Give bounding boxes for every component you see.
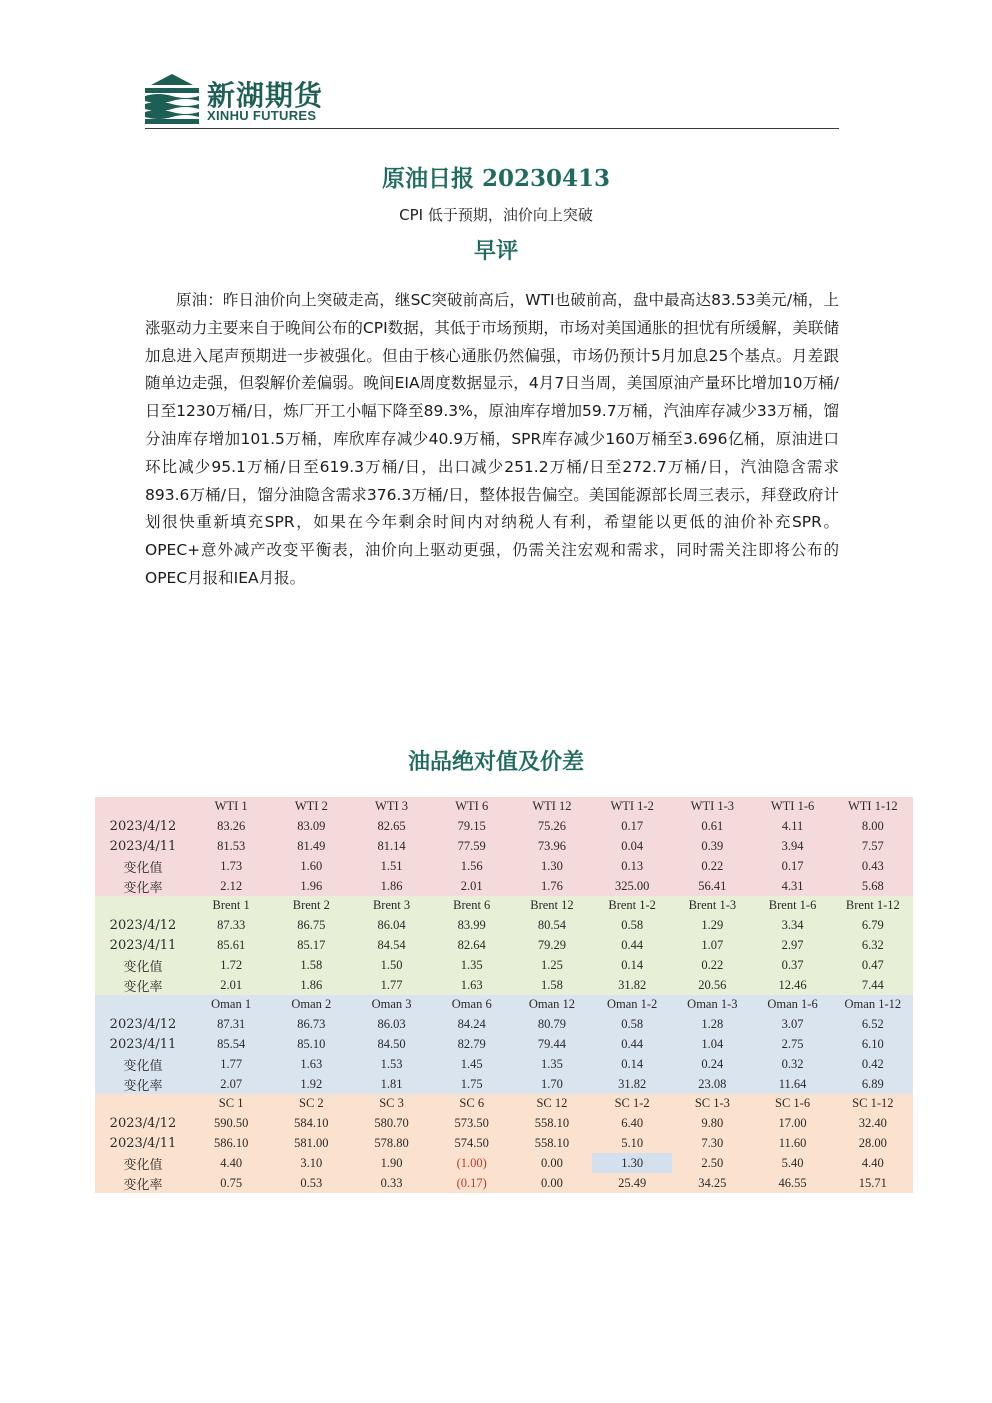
- wave-bars-logo-icon: [145, 72, 199, 124]
- table-cell: 0.00: [512, 1173, 592, 1193]
- table-cell: 0.39: [672, 837, 752, 857]
- column-header: Brent 3: [351, 896, 431, 916]
- table-cell: 0.14: [592, 1054, 672, 1074]
- table-cell: 1.86: [351, 876, 431, 896]
- table-row: [95, 817, 913, 837]
- column-header: Brent 1-6: [752, 896, 832, 916]
- table-cell: 0.33: [351, 1173, 431, 1193]
- table-cell: (0.17): [432, 1173, 512, 1193]
- table-cell: 1.45: [432, 1054, 512, 1074]
- table-cell: 7.44: [833, 975, 913, 995]
- table-row: [95, 936, 913, 956]
- table-cell: 2.12: [191, 876, 271, 896]
- table-cell: 1.28: [672, 1015, 752, 1035]
- table-cell: 77.59: [432, 837, 512, 857]
- table-cell: 2.01: [432, 876, 512, 896]
- table-cell: 1.60: [271, 856, 351, 876]
- row-label: 变化率: [95, 1173, 191, 1193]
- table-cell: 3.34: [752, 916, 832, 936]
- table-cell: 1.70: [512, 1074, 592, 1094]
- table-cell: 0.44: [592, 1035, 672, 1055]
- table-cell: 0.13: [592, 856, 672, 876]
- table-cell: 1.77: [351, 975, 431, 995]
- table-cell: 4.40: [191, 1153, 271, 1173]
- table-cell: 1.73: [191, 856, 271, 876]
- brand-name-en: XINHU FUTURES: [207, 108, 317, 123]
- table-cell: 1.81: [351, 1074, 431, 1094]
- table-header-row-oman: [95, 995, 913, 1015]
- row-label: 变化率: [95, 975, 191, 995]
- table-cell: 31.82: [592, 975, 672, 995]
- brand-name-cn: 新湖期货: [207, 79, 324, 112]
- row-label: 2023/4/11: [95, 936, 191, 956]
- table-row: [95, 916, 913, 936]
- table-cell: 85.54: [191, 1035, 271, 1055]
- table-cell: 1.07: [672, 936, 752, 956]
- table-header-corner: [95, 995, 191, 1015]
- row-label: 变化值: [95, 1054, 191, 1074]
- table-cell: 0.14: [592, 955, 672, 975]
- column-header: SC 1-12: [833, 1094, 913, 1114]
- table-cell: 80.54: [512, 916, 592, 936]
- table-cell: 0.47: [833, 955, 913, 975]
- column-header: Brent 1-2: [592, 896, 672, 916]
- table-cell: 7.30: [672, 1134, 752, 1154]
- table-cell: 11.60: [752, 1134, 832, 1154]
- table-cell: 32.40: [833, 1114, 913, 1134]
- column-header: WTI 3: [351, 797, 431, 817]
- column-header: SC 1: [191, 1094, 271, 1114]
- table-cell: 79.29: [512, 936, 592, 956]
- table-cell: 581.00: [271, 1134, 351, 1154]
- table-header-row-wti: [95, 797, 913, 817]
- table-cell: 0.42: [833, 1054, 913, 1074]
- header-divider: [145, 128, 839, 129]
- column-header: Oman 1-12: [833, 995, 913, 1015]
- column-header: Brent 1-12: [833, 896, 913, 916]
- table-cell: 1.35: [432, 955, 512, 975]
- table-cell: 1.35: [512, 1054, 592, 1074]
- table-cell: 0.17: [592, 817, 672, 837]
- table-cell: 46.55: [752, 1173, 832, 1193]
- table-cell: 573.50: [432, 1114, 512, 1134]
- table-header-corner: [95, 896, 191, 916]
- table-header-row-brent: [95, 896, 913, 916]
- table-cell: 0.04: [592, 837, 672, 857]
- table-cell: 28.00: [833, 1134, 913, 1154]
- column-header: WTI 6: [432, 797, 512, 817]
- table-cell: 2.50: [672, 1153, 752, 1173]
- table-cell: 1.77: [191, 1054, 271, 1074]
- table-cell: 2.01: [191, 975, 271, 995]
- table-cell: 8.00: [833, 817, 913, 837]
- column-header: SC 1-3: [672, 1094, 752, 1114]
- table-cell: 580.70: [351, 1114, 431, 1134]
- table-cell: 1.58: [271, 955, 351, 975]
- table-cell: 9.80: [672, 1114, 752, 1134]
- table-cell: 1.30: [512, 856, 592, 876]
- row-label: 变化值: [95, 1153, 191, 1173]
- table-cell: 86.75: [271, 916, 351, 936]
- column-header: Oman 1-6: [752, 995, 832, 1015]
- table-cell: 558.10: [512, 1114, 592, 1134]
- table-cell: 83.09: [271, 817, 351, 837]
- table-cell: 1.96: [271, 876, 351, 896]
- table-cell: 0.58: [592, 1015, 672, 1035]
- table-cell: 574.50: [432, 1134, 512, 1154]
- table-row: [95, 955, 913, 975]
- row-label: 变化率: [95, 876, 191, 896]
- column-header: WTI 2: [271, 797, 351, 817]
- table-cell: 1.53: [351, 1054, 431, 1074]
- table-cell: 3.07: [752, 1015, 832, 1035]
- table-row: [95, 856, 913, 876]
- table-cell: 6.32: [833, 936, 913, 956]
- column-header: Brent 2: [271, 896, 351, 916]
- table-cell: 0.00: [512, 1153, 592, 1173]
- column-header: SC 12: [512, 1094, 592, 1114]
- table-cell: 86.73: [271, 1015, 351, 1035]
- table-cell: 80.79: [512, 1015, 592, 1035]
- report-header: [145, 70, 845, 130]
- table-cell: 1.72: [191, 955, 271, 975]
- table-cell: 1.92: [271, 1074, 351, 1094]
- column-header: Oman 2: [271, 995, 351, 1015]
- table-cell: 0.22: [672, 955, 752, 975]
- column-header: SC 1-6: [752, 1094, 832, 1114]
- table-cell: 0.32: [752, 1054, 832, 1074]
- column-header: Oman 3: [351, 995, 431, 1015]
- table-cell: 82.65: [351, 817, 431, 837]
- table-row: [95, 975, 913, 995]
- table-cell: 87.31: [191, 1015, 271, 1035]
- table-cell: 4.40: [833, 1153, 913, 1173]
- table-cell: 1.63: [432, 975, 512, 995]
- table-cell: 82.64: [432, 936, 512, 956]
- table-cell: 0.17: [752, 856, 832, 876]
- table-cell: 0.53: [271, 1173, 351, 1193]
- table-cell: 56.41: [672, 876, 752, 896]
- table-row: [95, 1035, 913, 1055]
- column-header: Oman 6: [432, 995, 512, 1015]
- column-header: Brent 1-3: [672, 896, 752, 916]
- table-cell: 1.04: [672, 1035, 752, 1055]
- table-row: [95, 837, 913, 857]
- row-label: 2023/4/12: [95, 817, 191, 837]
- table-row: [95, 876, 913, 896]
- table-header-corner: [95, 797, 191, 817]
- table-cell: 6.40: [592, 1114, 672, 1134]
- row-label: 变化率: [95, 1074, 191, 1094]
- table-cell: 586.10: [191, 1134, 271, 1154]
- table-cell: 31.82: [592, 1074, 672, 1094]
- report-subtitle: CPI 低于预期，油价向上突破: [399, 206, 593, 224]
- column-header: Oman 12: [512, 995, 592, 1015]
- column-header: Oman 1: [191, 995, 271, 1015]
- column-header: Brent 12: [512, 896, 592, 916]
- table-cell: 584.10: [271, 1114, 351, 1134]
- table-cell: 4.31: [752, 876, 832, 896]
- table-cell: 84.24: [432, 1015, 512, 1035]
- row-label: 变化值: [95, 856, 191, 876]
- column-header: WTI 1-6: [752, 797, 832, 817]
- table-cell: 6.10: [833, 1035, 913, 1055]
- table-cell: 34.25: [672, 1173, 752, 1193]
- oil-price-spread-table: [95, 797, 913, 1193]
- row-label: 2023/4/12: [95, 1114, 191, 1134]
- table-cell: 0.75: [191, 1173, 271, 1193]
- table-cell: 12.46: [752, 975, 832, 995]
- column-header: SC 1-2: [592, 1094, 672, 1114]
- table-row: [95, 1015, 913, 1035]
- table-cell: 3.10: [271, 1153, 351, 1173]
- table-cell: 7.57: [833, 837, 913, 857]
- table-cell: 17.00: [752, 1114, 832, 1134]
- table-cell: 2.97: [752, 936, 832, 956]
- table-header-row-sc: [95, 1094, 913, 1114]
- table-cell: 15.71: [833, 1173, 913, 1193]
- table-cell: 5.10: [592, 1134, 672, 1154]
- table-cell: 1.29: [672, 916, 752, 936]
- table-cell: 81.53: [191, 837, 271, 857]
- table-cell: 86.03: [351, 1015, 431, 1035]
- table-cell: 85.17: [271, 936, 351, 956]
- table-cell: 11.64: [752, 1074, 832, 1094]
- table-cell: 1.63: [271, 1054, 351, 1074]
- table-cell: (1.00): [432, 1153, 512, 1173]
- table-cell: 5.68: [833, 876, 913, 896]
- table-cell: 2.07: [191, 1074, 271, 1094]
- table-cell: 6.79: [833, 916, 913, 936]
- table-cell: 79.44: [512, 1035, 592, 1055]
- column-header: SC 2: [271, 1094, 351, 1114]
- table-cell: 83.26: [191, 817, 271, 837]
- report-title: 原油日报 20230413: [381, 165, 611, 192]
- table-cell: 4.11: [752, 817, 832, 837]
- table-cell: 0.61: [672, 817, 752, 837]
- table-cell: 84.54: [351, 936, 431, 956]
- column-header: Oman 1-3: [672, 995, 752, 1015]
- table-cell: 81.49: [271, 837, 351, 857]
- table-cell: 5.40: [752, 1153, 832, 1173]
- table-cell: 83.99: [432, 916, 512, 936]
- table-row: [95, 1153, 913, 1173]
- table-cell: 86.04: [351, 916, 431, 936]
- table-cell: 82.79: [432, 1035, 512, 1055]
- table-cell: 1.50: [351, 955, 431, 975]
- column-header: WTI 12: [512, 797, 592, 817]
- column-header: Brent 6: [432, 896, 512, 916]
- table-cell: 1.90: [351, 1153, 431, 1173]
- column-header: SC 6: [432, 1094, 512, 1114]
- table-cell: 81.14: [351, 837, 431, 857]
- table-cell: 1.51: [351, 856, 431, 876]
- table-cell: 79.15: [432, 817, 512, 837]
- column-header: SC 3: [351, 1094, 431, 1114]
- section-heading-review: 早评: [473, 238, 518, 264]
- row-label: 2023/4/11: [95, 1035, 191, 1055]
- row-label: 变化值: [95, 955, 191, 975]
- table-cell: 84.50: [351, 1035, 431, 1055]
- table-cell: 1.75: [432, 1074, 512, 1094]
- table-cell: 2.75: [752, 1035, 832, 1055]
- table-cell: 6.89: [833, 1074, 913, 1094]
- column-header: WTI 1-12: [833, 797, 913, 817]
- table-cell: 20.56: [672, 975, 752, 995]
- table-cell: 1.86: [271, 975, 351, 995]
- table-cell: 3.94: [752, 837, 832, 857]
- table-cell: 73.96: [512, 837, 592, 857]
- table-cell: 1.56: [432, 856, 512, 876]
- table-cell: 0.24: [672, 1054, 752, 1074]
- table-cell: 558.10: [512, 1134, 592, 1154]
- table-cell: 0.43: [833, 856, 913, 876]
- row-label: 2023/4/11: [95, 1134, 191, 1154]
- column-header: Oman 1-2: [592, 995, 672, 1015]
- table-cell: 590.50: [191, 1114, 271, 1134]
- column-header: Brent 1: [191, 896, 271, 916]
- table-cell: 1.76: [512, 876, 592, 896]
- table-cell: 87.33: [191, 916, 271, 936]
- section-heading-table: 油品绝对值及价差: [407, 749, 584, 775]
- table-cell: 0.44: [592, 936, 672, 956]
- column-header: WTI 1-3: [672, 797, 752, 817]
- row-label: 2023/4/11: [95, 837, 191, 857]
- review-paragraph: 原油：昨日油价向上突破走高，继SC突破前高后，WTI也破前高，盘中最高达83.53美元/桶，上涨驱动力主要来自于晚间公布的CPI数据，其低于市场预期，市场对美国通胀的担忧有所缓解，美联储加息进入尾声预期进一步被强化。但由于核心通胀仍然偏强，市场仍预计5月加息25个基点。月差跟随单边走强，但裂解价差偏弱。晚间EIA周度数据显示，4月7日当周，美国原油产量环比增加10万桶/日至1230万桶/日，炼厂开工小幅下降至89.3%，原油库存增加59.7万桶，汽油库存减少33万桶，馏分油库存增加101.5万桶，库欣库存减少40.9万桶，SPR库存减少160万桶至3.696亿桶，原油进口环比减少95.1万桶/日至619.3万桶/日，出口减少251.2万桶/日至272.7万桶/日，汽油隐含需求893.6万桶/日，馏分油隐含需求376.3万桶/日，整体报告偏空。美国能源部长周三表示，拜登政府计划很快重新填充SPR，如果在今年剩余时间内对纳税人有利，希望能以更低的油价补充SPR。OPEC+意外减产改变平衡表，油价向上驱动更强，仍需关注宏观和需求，同时需关注即将公布的OPEC月报和IEA月报。: [145, 291, 839, 587]
- table-header-corner: [95, 1094, 191, 1114]
- column-header: WTI 1: [191, 797, 271, 817]
- table-cell: 1.25: [512, 955, 592, 975]
- table-cell: 23.08: [672, 1074, 752, 1094]
- table-cell: 0.22: [672, 856, 752, 876]
- table-cell: 1.30: [592, 1153, 672, 1173]
- table-cell: 85.10: [271, 1035, 351, 1055]
- table-cell: 0.37: [752, 955, 832, 975]
- table-cell: 6.52: [833, 1015, 913, 1035]
- table-cell: 325.00: [592, 876, 672, 896]
- table-row: [95, 1054, 913, 1074]
- column-header: WTI 1-2: [592, 797, 672, 817]
- table-row: [95, 1114, 913, 1134]
- table-cell: 75.26: [512, 817, 592, 837]
- table-row: [95, 1173, 913, 1193]
- table-row: [95, 1134, 913, 1154]
- table-cell: 0.58: [592, 916, 672, 936]
- table-row: [95, 1074, 913, 1094]
- table-cell: 1.58: [512, 975, 592, 995]
- row-label: 2023/4/12: [95, 916, 191, 936]
- table-cell: 85.61: [191, 936, 271, 956]
- table-cell: 25.49: [592, 1173, 672, 1193]
- table-cell: 578.80: [351, 1134, 431, 1154]
- row-label: 2023/4/12: [95, 1015, 191, 1035]
